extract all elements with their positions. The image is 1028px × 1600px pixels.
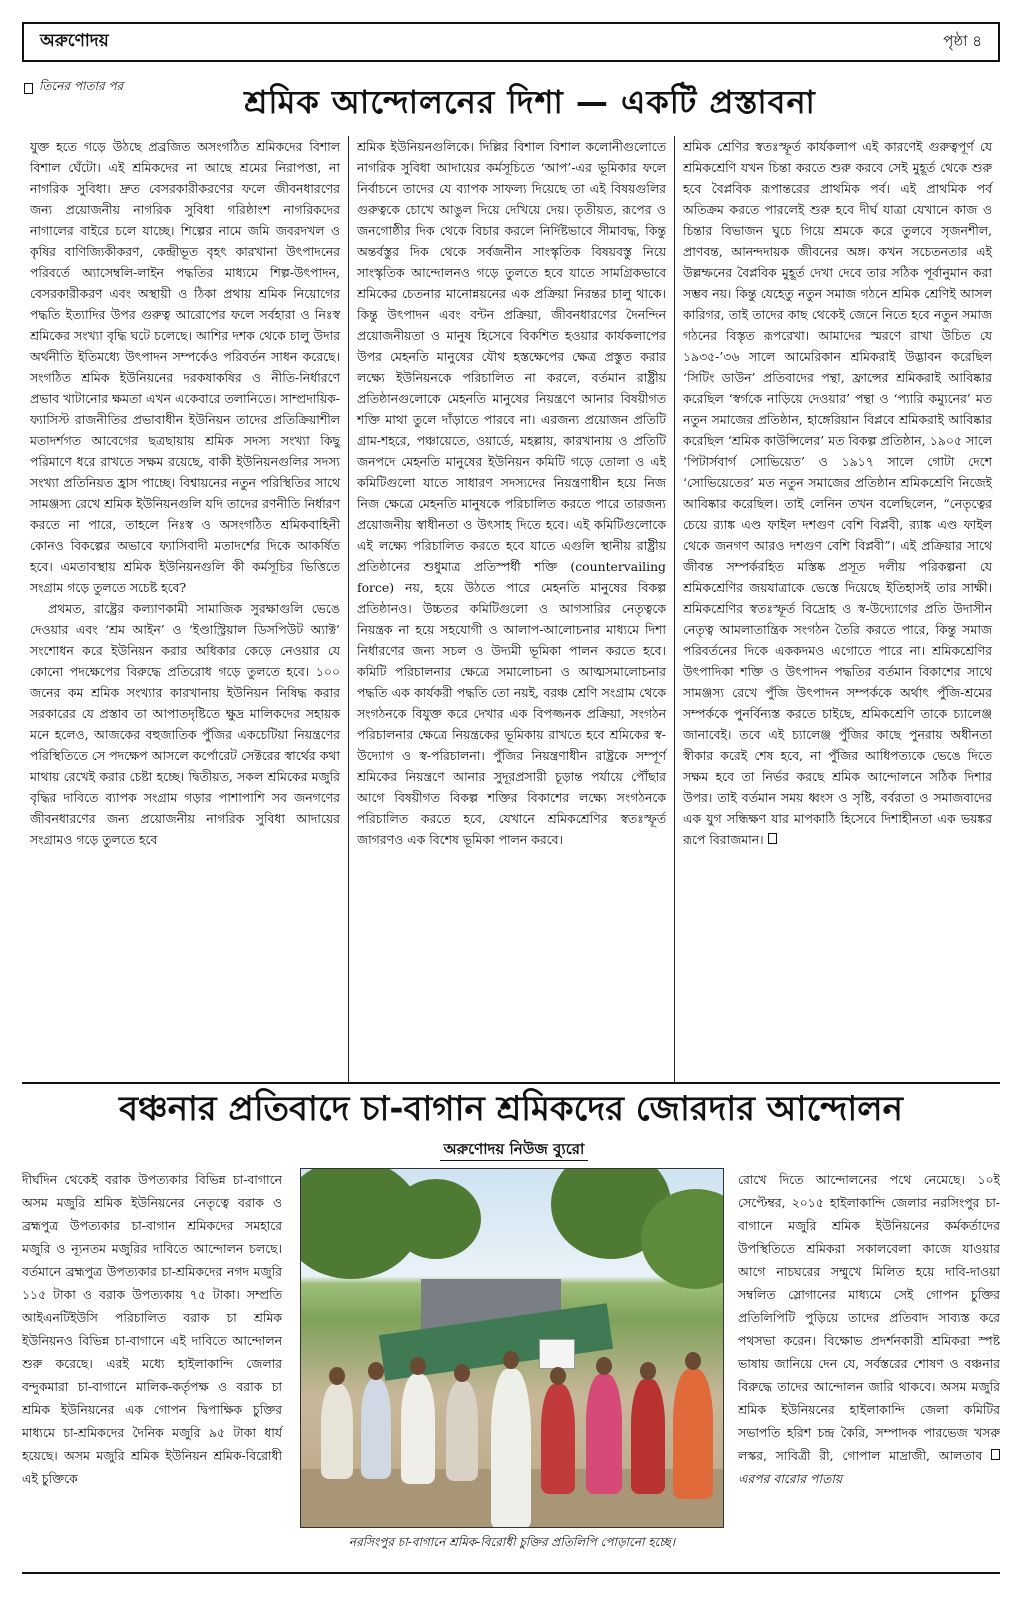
masthead	[22, 22, 1000, 62]
article1-paragraph-text: শ্রমিক শ্রেণির স্বতঃস্ফূর্ত কার্যকলাপ এই কারণেই গুরুত্বপূর্ণ যে শ্রমিকশ্রেণি যখন চিন্তা করতে শুরু করবে সেই মুহূর্ত থেকে শুরু হবে বৈপ্লবিক রূপান্তরের প্রাথমিক পর্ব। এই প্রাথমিক পর্ব অতিক্রম করতে পারলেই শুরু হবে দীর্ঘ যাত্রা যেখানে কাজ ও চিন্তার বিভাজন ঘুচে গিয়ে শ্রমকে করে তুলবে সৃজনশীল, প্রাণবন্ত, আনন্দদায়ক জীবনের অঙ্গ। কখন সচেতনতার এই উল্লম্ফনের বৈপ্লবিক মুহূর্ত দেখা দেবে তার সঠিক পূর্বানুমান করা সম্ভব নয়। কিন্তু যেহেতু নতুন সমাজ গঠনে শ্রমিক শ্রেণিই আসল কারিগর, তাই তাদের কাছ থেকেই জেনে নিতে হবে নতুন সমাজ গঠনের বিস্তৃত রূপরেখা। আমাদের স্মরণে রাখা উচিত যে ১৯৩৫-’৩৬ সালে আমেরিকান শ্রমিকরাই উদ্ভাবন করেছিল ‘সিটিং ডাউন’ প্রতিবাদের পন্থা, ফ্রান্সের শ্রমিকরাই আবিষ্কার করেছিল ‘স্বর্গকে নাড়িয়ে দেওয়ার’ পন্থা ও ‘প্যারি কম্যুনের’ মত নতুন সমাজের প্রতিষ্ঠান, হাঙ্গেরিয়ান বিপ্লবে শ্রমিকরাই আবিষ্কার করেছিল ‘শ্রমিক কাউন্সিলের’ মত বিকল্প প্রতিষ্ঠান, ১৯০৫ সালে ‘পিটার্সবার্গ সোভিয়েত’ ও ১৯১৭ সালে গোটা দেশে ‘সোভিয়েতের’ মত নতুন সমাজের প্রতিষ্ঠান শ্রমিকশ্রেণি নিজেই আবিষ্কার করেছিল। তাই লেনিন তখন বলেছিলেন, “নেতৃত্বের চেয়ে র‍্যাঙ্ক এণ্ড ফাইল দশগুণ বেশি বিপ্লবী, র‍্যাঙ্ক এণ্ড ফাইল থেকে জনগণ আরও দশগুণ বেশি বিপ্লবী”। এই প্রক্রিয়ার সাথে জীবন্ত সম্পর্করহিত মস্তিষ্ক প্রসূত দলীয় পরিকল্পনা যে শ্রমিকশ্রেণির জয়যাত্রাকে ভেস্তে দিয়েছে ইতিহাসই তার সাক্ষী। শ্রমিকশ্রেণির স্বতঃস্ফূর্ত বিদ্রোহ ও স্ব-উদ্যোগের প্রতি উদাসীন নেতৃত্ব আমলাতান্ত্রিক সংগঠন তৈরি করতে পারে, কিন্তু সমাজ পরিবর্তনের দিকে এককদমও এগোতে পারে না। শ্রমিকশ্রেণির উৎপাদিকা শক্তি ও উৎপাদন পদ্ধতির বর্তমান বিকাশের সাথে সামঞ্জস্য রেখে পুঁজি উৎপাদন সম্পর্ককে অর্থাৎ পুঁজি-শ্রমের সম্পর্ককে পুনর্বিন্যস্ত করতে চাইছে, শ্রমিকশ্রেণি তাকে চ্যালেঞ্জ জানাবেই। তবে এই চ্যালেঞ্জ পুঁজির কাছে পুনরায় অধীনতা স্বীকার করেই শেষ হবে, না পুঁজির আধিপত্যকে ভেঙে দিতে সক্ষম হবে তা নির্ভর করছে শ্রমিক আন্দোলনে সঠিক দিশার উপর। তাই বর্তমান সময় ধ্বংস ও সৃষ্টি, বর্বরতা ও সমাজবাদের এক যুগ সন্ধিক্ষণ যার মাপকাঠি হিসেবে দিশাহীনতা এক ভয়ঙ্কর রূপে বিরাজমান।	[683, 139, 992, 847]
end-marker-icon	[768, 833, 777, 844]
article1-column-2	[348, 136, 674, 1084]
article2-left-column: দীর্ঘদিন থেকেই বরাক উপত্যকার বিভিন্ন চা-বাগানে অসম মজুরি শ্রমিক ইউনিয়নের নেতৃত্বে বরাক ও ব্রহ্মপুত্র উপত্যকার চা-বাগান শ্রমিকদের সমহারে মজুরি ও ন্যূনতম মজুরির দাবিতে আন্দোলন চলছে। বর্তমানে ব্রহ্মপুত্র উপত্যকার চা-শ্রমিকদের নগদ মজুরি ১১৫ টাকা ও বরাক উপত্যকায় ৭৫ টাকা। সম্প্রতি আইএনটিইউসি পরিচালিত বরাক চা শ্রমিক ইউনিয়নও বিভিন্ন চা-বাগানে এই দাবিতে আন্দোলন শুরু করেছে। এরই মধ্যে হাইলাকান্দি জেলার বন্দুকমারা চা-বাগানে মালিক-কর্তৃপক্ষ ও বরাক চা শ্রমিক ইউনিয়নের এক গোপন দ্বিপাক্ষিক চুক্তির মাধ্যমে চা-শ্রমিকদের দৈনিক মজুরি ৯৫ টাকা ধার্য হয়েছে। অসম মজুরি শ্রমিক ইউনিয়ন শ্রমিক-বিরোধী এই চুক্তিকে	[22, 1172, 282, 1486]
page-number: পৃষ্ঠা ৪	[943, 31, 982, 50]
continued-from-text: তিনের পাতার পর	[39, 79, 124, 93]
section-divider	[22, 1082, 1000, 1084]
article1-column-1	[22, 136, 348, 1084]
continued-from-note	[24, 78, 123, 98]
article2-body	[22, 1168, 1000, 1568]
article1-column-3	[674, 136, 1000, 1084]
article1-paragraph	[683, 136, 992, 850]
protest-photo	[300, 1168, 724, 1528]
box-marker-icon	[24, 83, 33, 94]
photo-caption: নরসিংপুর চা-বাগানে শ্রমিক-বিরোধী চুক্তির প্রতিলিপি পোড়ানো হচ্ছে।	[348, 1535, 676, 1549]
article2-right-column	[730, 1168, 1000, 1568]
article2-headline: বঞ্চনার প্রতিবাদে চা-বাগান শ্রমিকদের জোরদার আন্দোলন	[119, 1089, 903, 1129]
article1-paragraph: যুক্ত হতে গড়ে উঠছে প্রব্রজিত অসংগঠিত শ্রমিকদের বিশাল বিশাল ঘেঁটো। এই শ্রমিকদের না আছে শ্রমের নিরাপত্তা, না নাগরিক সুবিধা। দ্রুত বেসরকারীকরণের ফলে জীবনধারণের জন্য প্রয়োজনীয় নাগরিক সুবিধা গরিষ্ঠাংশ নাগরিকদের নাগালের বাইরে চলে যাচ্ছে। শিল্পের নামে জমি জবরদখল ও কৃষির বাণিজ্যিকীকরণ, কেন্দ্রীভূত বৃহৎ কারখানা উৎপাদনের পরিবর্তে অ্যাসেম্বলি-লাইন পদ্ধতির মাধ্যমে শিল্প-উৎপাদন, বেসরকারীকরণ এবং অস্থায়ী ও ঠিকা প্রথায় শ্রমিক নিয়োগের পদ্ধতি ইত্যাদির উপর গুরুত্ব আরোপের ফলে সর্বহারা ও নিঃস্ব শ্রমিকের সংখ্যা বৃদ্ধি ঘটে চলেছে। আশির দশক থেকে চালু উদার অর্থনীতি ইতিমধ্যে উৎপাদন সম্পর্কেও পরিবর্তন সাধন করেছে। সংগঠিত শ্রমিক ইউনিয়নের দরকষাকষির ও নীতি-নির্ধারণে প্রভাব খাটানোর ক্ষমতা এখন একেবারে তলানিতে। সাম্প্রদায়িক-ফ্যাসিস্ট রাজনীতির প্রভাবাধীন ইউনিয়ন তাদের প্রতিক্রিয়াশীল মতাদর্শগত আবেগের ছত্রছায়ায় শ্রমিক সদস্য সংখ্যা কিছু পরিমাণে ধরে রাখতে সক্ষম রয়েছে, বাকী ইউনিয়নগুলির সদস্য সংখ্যা প্রতিনিয়ত হ্রাস পাচ্ছে। বিশ্বায়নের নতুন পরিস্থিতির সাথে সামঞ্জস্য রেখে শ্রমিক ইউনিয়নগুলি যদি তাদের রণনীতি নির্ধারণ করতে না পারে, তাহলে নিঃস্ব ও অসংগঠিত শ্রমিকবাহিনী কোনও বিকল্পের অভাবে ফ্যাসিবাদী মতাদর্শের দিকে আকর্ষিত হবে। এমতাবস্থায় শ্রমিক ইউনিয়নগুলি কী কর্মসূচির ভিত্তিতে সংগ্রাম গড়ে তুলতে সচেষ্ট হবে?	[30, 139, 340, 595]
article2-right-text: রোখে দিতে আন্দোলনের পথে নেমেছে। ১০ই সেপ্টেম্বর, ২০১৫ হাইলাকান্দি জেলার নরসিংপুর চা-বাগানে মজুরি শ্রমিক ইউনিয়নের কর্মকর্তাদের উপস্থিতিতে শ্রমিকরা সকালবেলা কাজে যাওয়ার আগে নাচঘরের সম্মুখে মিলিত হয়ে দাবি-দাওয়া সম্বলিত স্লোগানের মাধ্যমে সেই গোপন চুক্তির প্রতিলিপিটি পুড়িয়ে তাদের প্রতিবাদ সাব্যস্ত করে পথসভা করেন। বিক্ষোভ প্রদর্শনকারী শ্রমিকরা স্পষ্ট ভাষায় জানিয়ে দেন যে, সর্বস্তরের শোষণ ও বঞ্চনার বিরুদ্ধে তাদের আন্দোলন জারি থাকবে। অসম মজুরি শ্রমিক ইউনিয়নের হাইলাকান্দি জেলা কমিটির সভাপতি হরিশ চন্দ্র কৈরি, সম্পাদক পারভেজ খসরু লস্কর, সাবিত্রী রী, গোপাল মাদ্রাজী, আলতাব	[738, 1172, 1000, 1463]
article2-byline	[0, 1138, 1028, 1163]
news-photo-block	[300, 1168, 724, 1568]
box-marker-icon	[991, 1449, 1000, 1460]
article1-headline: শ্রমিক আন্দোলনের দিশা — একটি প্রস্তাবনা	[244, 83, 816, 121]
byline-text: অরুণোদয় নিউজ ব্যুরো	[440, 1140, 589, 1161]
article1-body	[22, 136, 1000, 1084]
article1-paragraph: প্রথমত, রাষ্ট্রের কল্যাণকামী সামাজিক সুরক্ষাগুলি ভেঙে দেওয়ার এবং ‘শ্রম আইন’ ও ‘ইণ্ডাস্ট্রিয়াল ডিসপিউট অ্যাক্ট’ সংশোধন করে ইউনিয়ন করার অধিকার কেড়ে নেওয়ার যে কোনো পদক্ষেপের বিরুদ্ধে প্রতিরোধ গড়ে তুলতে হবে। ১০০ জনের কম শ্রমিক সংখ্যার কারখানায় ইউনিয়ন নিষিদ্ধ করার সরকারের যে প্রস্তাব তা আপাতদৃষ্টিতে ক্ষুদ্র মালিকদের সহায়ক মনে হলেও, আজকের বহুজাতিক পুঁজির একচেটিয়া নিয়ন্ত্রণের পরিস্থিতিতে সে পদক্ষেপ আসলে কর্পোরেট সেক্টরের স্বার্থের কথা মাথায় রেখেই করার চেষ্টা হচ্ছে। দ্বিতীয়ত, সকল শ্রমিকের মজুরি বৃদ্ধির দাবিতে ব্যাপক সংগ্রাম গড়ার পাশাপাশি সব জনগণের জীবনধারণের জন্য প্রয়োজনীয় নাগরিক সুবিধা আদায়ের সংগ্রামও গড়ে তুলতে হবে	[30, 601, 340, 847]
newspaper-name: অরুণোদয়	[40, 31, 109, 51]
article1-paragraph: শ্রমিক ইউনিয়নগুলিকে। দিল্লির বিশাল বিশাল কলোনীগুলোতে নাগরিক সুবিধা আদায়ের কর্মসূচিতে ‘আপ’-এর ভূমিকার ফলে নির্বাচনে তাদের যে ব্যাপক সাফল্য দিয়েছে তা এই বিষয়গুলির গুরুত্বকে চোখে আঙুল দিয়ে দেখিয়ে দেয়। তৃতীয়ত, রূপের ও জনগোষ্ঠীর দিক থেকে বিচার করলে নির্দিষ্টভাবে সীমাবদ্ধ, কিন্তু অন্তর্বস্তুর দিক থেকে সর্বজনীন সাংস্কৃতিক বিষয়বস্তু নিয়ে সাংস্কৃতিক আন্দোলনও গড়ে তুলতে হবে যাতে সামগ্রিকভাবে শ্রমিকের চেতনার মানোন্নয়নের এক প্রক্রিয়া নিরন্তর চালু থাকে। কিন্তু উৎপাদন এবং বন্টন প্রক্রিয়া, জীবনধারণের দৈনন্দিন প্রয়োজনীয়তা ও মানুষ হিসেবে বিকশিত হওয়ার কার্যকলাপের উপর মেহনতি মানুষের যৌথ হস্তক্ষেপের ক্ষেত্র প্রস্তুত করার লক্ষ্যে ইউনিয়নকে পরিচালিত না করলে, বর্তমান রাষ্ট্রীয় প্রতিষ্ঠানগুলোকে মেহনতি মানুষের নিয়ন্ত্রণে আনার বিষয়ীগত শক্তি মাথা তুলে দাঁড়াতে পারবে না। এরজন্য প্রয়োজন প্রতিটি গ্রাম-শহরে, পঞ্চায়েতে, ওয়ার্ডে, মহল্লায়, কারখানায় ও প্রতিটি জনপদে মেহনতি মানুষের ইউনিয়ন কমিটি গড়ে তোলা ও এই কমিটিগুলো যাতে সাধারণ সদস্যদের নিয়ন্ত্রণাধীন হয়ে নিজ নিজ ক্ষেত্রে মেহনতি মানুষকে পরিচালিত করতে পারে তারজন্য প্রয়োজনীয় স্বাধীনতা ও উৎসাহ দিতে হবে। এই কমিটিগুলোকে এই লক্ষ্যে পরিচালিত করতে হবে যাতে এগুলি স্থানীয় রাষ্ট্রীয় প্রতিষ্ঠানের শুধুমাত্র প্রতিস্পর্ধী শক্তি (countervailing force) নয়, হয়ে উঠতে পারে মেহনতি মানুষের বিকল্প প্রতিষ্ঠানও। উচ্চতর কমিটিগুলো ও আগসারির নেতৃত্বকে নিয়ন্ত্রক না হয়ে সহযোগী ও আলাপ-আলোচনার মাধ্যমে দিশা নির্ধারণের জন্য সচল ও উদ্যমী ভূমিকা পালন করতে হবে। কমিটি পরিচালনার ক্ষেত্রে সমালোচনা ও আত্মসমালোচনার পদ্ধতি এক কার্যকরী পদ্ধতি তো নয়ই, বরঞ্চ শ্রেণি সংগ্রাম থেকে সংগঠনকে বিযুক্ত করে দেখার এক বিপজ্জনক প্রক্রিয়া, সংগঠন পরিচালনার ক্ষেত্রে নিয়ন্ত্রকের ভূমিকায় রাখতে হবে শ্রমিকের স্ব-উদ্যোগ ও স্ব-পরিচালনা। পুঁজির নিয়ন্ত্রণাধীন রাষ্ট্রকে সম্পূর্ণ শ্রমিকের নিয়ন্ত্রণে আনার সুদূরপ্রসারী চূড়ান্ত পর্যায়ে পৌঁছার আগে বিষয়ীগত বিকল্প শক্তির বিকাশের লক্ষ্যে সংগঠনকে পরিচালিত করতে হবে, যেখানে শ্রমিকশ্রেণির স্বতঃস্ফূর্ত জাগরণও এক বিশেষ ভূমিকা পালন করবে।	[357, 139, 666, 847]
bottom-divider	[22, 1572, 1000, 1574]
continued-to-note: এরপর বারোর পাতায়	[738, 1471, 843, 1486]
